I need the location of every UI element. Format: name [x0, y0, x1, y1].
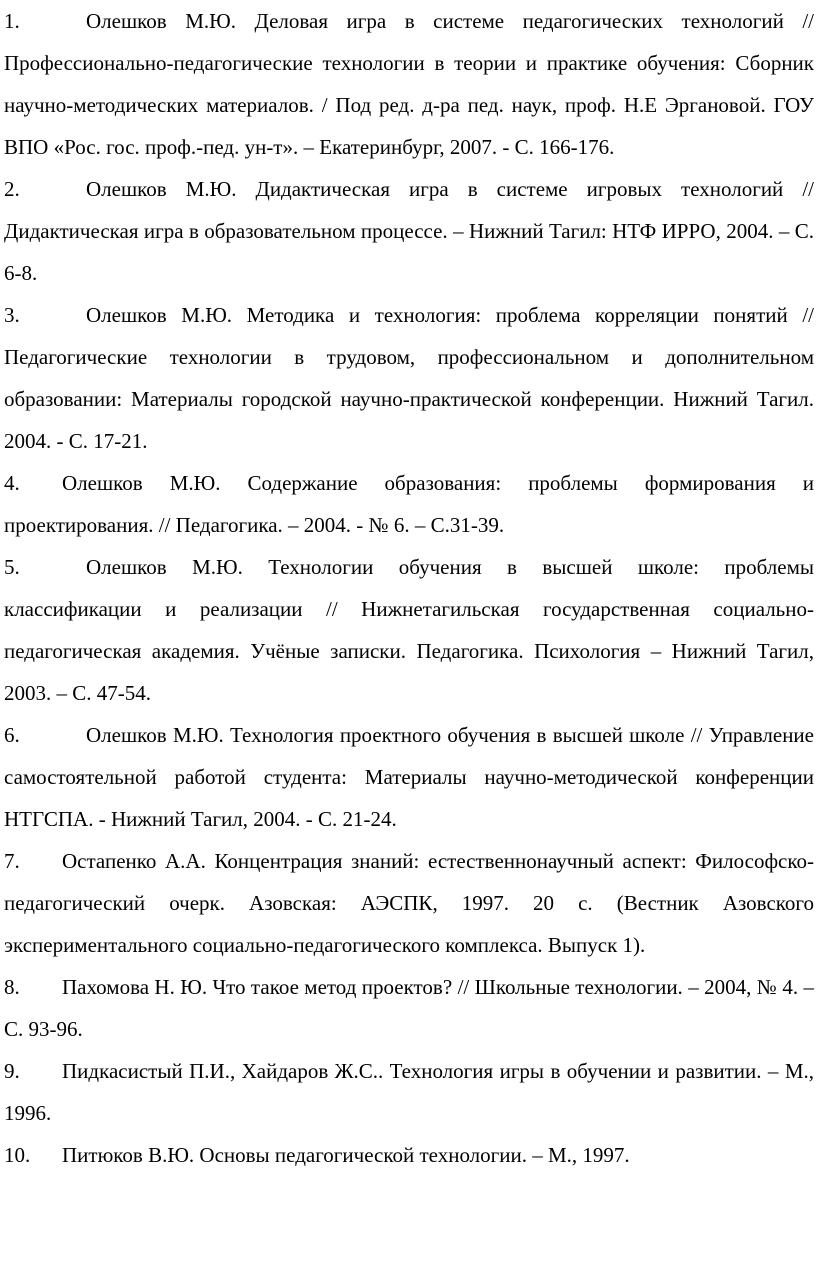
reference-number: 3.	[4, 303, 20, 327]
reference-text: Пидкасистый П.И., Хайдаров Ж.С.. Технология игры в обучении и развитии. – М., 1996.	[4, 1059, 814, 1125]
reference-list	[4, 0, 814, 1176]
reference-item-8	[4, 966, 814, 1050]
reference-number: 2.	[4, 177, 20, 201]
reference-number: 4.	[4, 471, 20, 495]
reference-text: Олешков М.Ю. Технологии обучения в высшей школе: проблемы классификации и реализации // Нижнетагильская государственная социально-педагогическая академия. Учёные записки. Педагогика. Психология – Нижний Тагил, 2003. – С. 47-54.	[4, 555, 814, 705]
reference-item-4	[4, 462, 814, 546]
reference-text: Остапенко А.А. Концентрация знаний: естественнонаучный аспект: Философско-педагогический очерк. Азовская: АЭСПК, 1997. 20 с. (Вестник Азовского экспериментального социально-педагогического комплекса. Выпуск 1).	[4, 849, 814, 957]
reference-number: 8.	[4, 975, 20, 999]
reference-item-10	[4, 1134, 814, 1176]
reference-item-7	[4, 840, 814, 966]
reference-item-6	[4, 714, 814, 840]
reference-item-1	[4, 0, 814, 168]
reference-number: 9.	[4, 1059, 20, 1083]
reference-item-2	[4, 168, 814, 294]
reference-number: 10.	[4, 1143, 31, 1167]
reference-number: 7.	[4, 849, 20, 873]
reference-number: 6.	[4, 723, 20, 747]
reference-text: Питюков В.Ю. Основы педагогической технологии. – М., 1997.	[62, 1143, 630, 1167]
reference-item-9	[4, 1050, 814, 1134]
reference-number: 1.	[4, 9, 20, 33]
reference-item-3	[4, 294, 814, 462]
reference-text: Олешков М.Ю. Технология проектного обучения в высшей школе // Управление самостоятельной работой студента: Материалы научно-методической конференции НТГСПА. - Нижний Тагил, 2004. - С. 21-24.	[4, 723, 814, 831]
reference-text: Олешков М.Ю. Содержание образования: проблемы формирования и проектирования. // Педагогика. – 2004. - № 6. – С.31-39.	[4, 471, 814, 537]
reference-text: Пахомова Н. Ю. Что такое метод проектов? // Школьные технологии. – 2004, № 4. – С. 93-96.	[4, 975, 814, 1041]
reference-number: 5.	[4, 555, 20, 579]
reference-item-5	[4, 546, 814, 714]
reference-text: Олешков М.Ю. Методика и технология: проблема корреляции понятий // Педагогические технологии в трудовом, профессиональном и дополнительном образовании: Материалы городской научно-практической конференции. Нижний Тагил. 2004. - С. 17-21.	[4, 303, 814, 453]
reference-text: Олешков М.Ю. Дидактическая игра в системе игровых технологий // Дидактическая игра в образовательном процессе. – Нижний Тагил: НТФ ИРРО, 2004. – С. 6-8.	[4, 177, 814, 285]
reference-text: Олешков М.Ю. Деловая игра в системе педагогических технологий // Профессионально-педагогические технологии в теории и практике обучения: Сборник научно-методических материалов. / Под ред. д-ра пед. наук, проф. Н.Е Эргановой. ГОУ ВПО «Рос. гос. проф.-пед. ун-т». – Екатеринбург, 2007. - С. 166-176.	[4, 9, 814, 159]
